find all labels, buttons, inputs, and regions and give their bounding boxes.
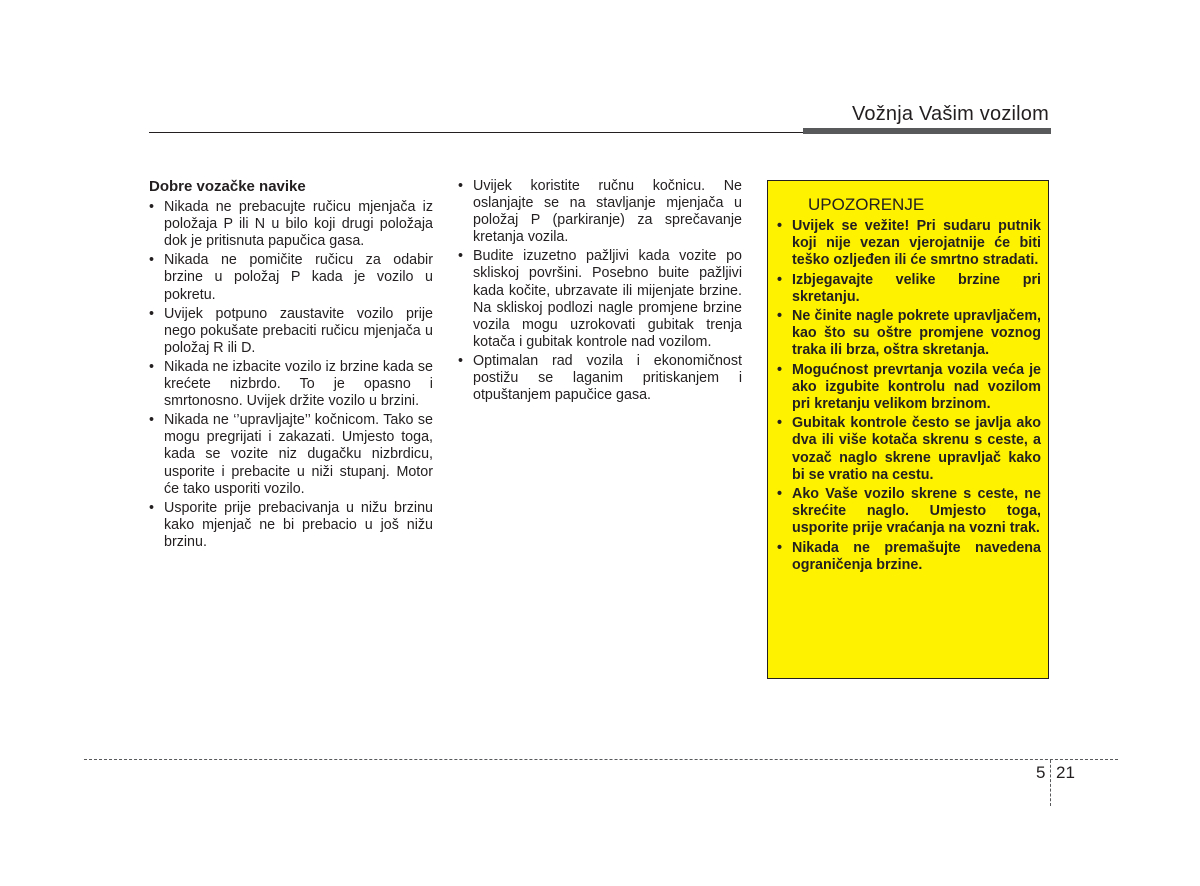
warning-item: • Ako Vaše vozilo skrene s ceste, ne skrećite naglo. Umjesto toga, usporite prije vraćanja na vozni trak. xyxy=(777,486,1041,538)
warning-item: • Mogućnost prevrtanja vozila veća je ako izgubite kontrolu nad vozilom pri kretanju velikom brzinom. xyxy=(777,362,1041,414)
list-item: • Uvijek potpuno zaustavite vozilo prije nego pokušate prebaciti ručicu mjenjača u položaj R ili D. xyxy=(149,306,433,357)
warning-item: • Izbjegavajte velike brzine pri skretanju. xyxy=(777,272,1041,306)
text-column-middle xyxy=(458,178,742,406)
list-item: • Nikada ne prebacujte ručicu mjenjača iz položaja P ili N u bilo koji drugi položaja dok je pritisnuta papučica gasa. xyxy=(149,199,433,250)
list-item: • Nikada ne izbacite vozilo iz brzine kada se krećete nizbrdo. To je opasno i smrtonosno. Uvijek držite vozilo u brzini. xyxy=(149,359,433,410)
warning-list xyxy=(777,218,1041,576)
footer-divider xyxy=(1050,760,1051,806)
list-item: • Nikada ne ‘’upravljajte’’ kočnicom. Tako se mogu pregrijati i zakazati. Umjesto toga, kada se vozite niz dugačku nizbrdicu, usporite i prebacite u niži stupanj. Motor će tako usporiti vozilo. xyxy=(149,412,433,497)
warning-item: • Gubitak kontrole često se javlja ako dva ili više kotača skrenu s ceste, a vozač naglo skrene upravljač kako bi se vratio na cestu. xyxy=(777,415,1041,484)
list-item: • Optimalan rad vozila i ekonomičnost postižu se laganim pritiskanjem i otpuštanjem papučice gasa. xyxy=(458,353,742,404)
list-item: • Budite izuzetno pažljivi kada vozite po skliskoj površini. Posebno buite pažljivi kada kočite, ubrzavate ili mijenjate brzine. Na skliskoj podlozi nagle promjene brzine vozila mogu uzrokovati gubitak trenja kotača i gubitak kontrole nad vozilom. xyxy=(458,248,742,351)
warning-item: • Ne činite nagle pokrete upravljačem, kao što su oštre promjene voznog traka ili brza, oštra skretanja. xyxy=(777,308,1041,360)
bullet-list-middle xyxy=(458,178,742,404)
list-item: • Uvijek koristite ručnu kočnicu. Ne oslanjajte se na stavljanje mjenjača u položaj P (parkiranje) za sprečavanje kretanja vozila. xyxy=(458,178,742,246)
page-header-title: Vožnja Vašim vozilom xyxy=(851,103,1049,125)
list-item: • Nikada ne pomičite ručicu za odabir brzine u položaj P kada je vozilo u pokretu. xyxy=(149,252,433,303)
chapter-number: 5 xyxy=(1036,763,1046,782)
footer-rule xyxy=(84,759,1118,760)
header-rule xyxy=(149,132,803,133)
warning-item: • Uvijek se vežite! Pri sudaru putnik koji nije vezan vjerojatnije će biti teško ozljeđen ili će smrtno stradati. xyxy=(777,218,1041,270)
section-heading: Dobre vozačke navike xyxy=(149,178,306,195)
text-column-left xyxy=(149,178,433,553)
list-item: • Usporite prije prebacivanja u nižu brzinu kako mjenjač ne bi prebacio u još nižu brzinu. xyxy=(149,500,433,551)
header-accent-bar xyxy=(803,128,1051,134)
warning-item: • Nikada ne premašujte navedena ograničenja brzine. xyxy=(777,540,1041,574)
bullet-list-left xyxy=(149,199,433,551)
page-number: 21 xyxy=(1056,763,1075,782)
warning-box xyxy=(767,180,1049,679)
warning-title: UPOZORENJE xyxy=(808,195,925,214)
